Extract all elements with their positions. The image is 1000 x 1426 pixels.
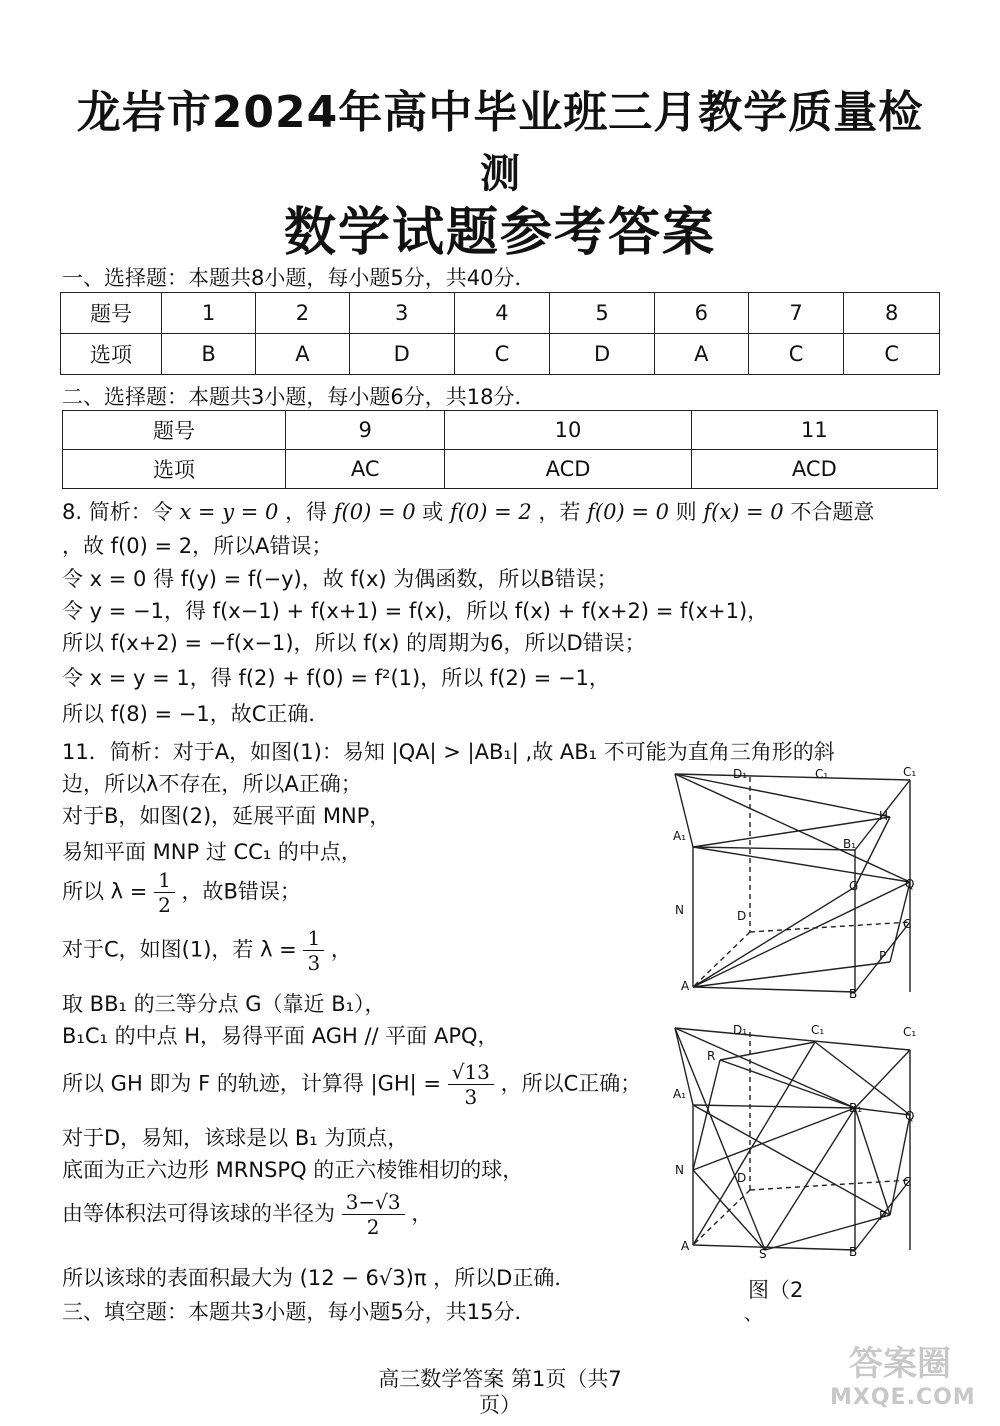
q11-line-6: 对于C，如图(1)，若 λ = $\frac{1}{3}$ ， [62, 926, 352, 975]
table-cell: C [844, 334, 940, 375]
point-label: D₁ [733, 1023, 748, 1037]
table-cell: 选项 [63, 450, 286, 489]
table-cell: AC [286, 450, 445, 489]
main-title: 数学试题参考答案 [283, 203, 716, 263]
point-label: C₁ [903, 765, 917, 779]
table-cell: 4 [454, 293, 550, 334]
footer-line-2: 页） [479, 1393, 521, 1417]
table-cell: A [654, 334, 748, 375]
q8-line-3: 令 x = 0 得 f(y) = f(−y)，故 f(x) 为偶函数，所以B错误； [62, 567, 618, 591]
table-cell: ACD [445, 450, 691, 489]
table-cell: 3 [349, 293, 454, 334]
watermark-text: 答案圈 [849, 1344, 951, 1384]
point-label: H [879, 809, 889, 823]
q8-line-5: 所以 f(x+2) = −f(x−1)，所以 f(x) 的周期为6，所以D错误； [62, 631, 646, 655]
answer-table-1 [60, 292, 940, 375]
table-cell: C [748, 334, 844, 375]
title-line-2: 测 [480, 151, 520, 197]
watermark-logo [830, 1336, 976, 1416]
q11-line-5: 所以 λ = $\frac{1}{2}$ ，故B错误； [62, 868, 301, 917]
point-label: Q [905, 877, 915, 891]
table-cell: 7 [748, 293, 844, 334]
table-cell: 6 [654, 293, 748, 334]
table-cell: D [349, 334, 454, 375]
point-label: C₁ [903, 1025, 917, 1039]
answer-table-2 [62, 410, 938, 489]
point-label: G [849, 879, 859, 893]
point-label: P [879, 949, 887, 963]
table-cell: ACD [691, 450, 937, 489]
figure-2 [665, 1020, 935, 1260]
table-row [63, 411, 938, 450]
fraction: $\frac{3-√3}{2}$ [342, 1190, 405, 1239]
table-cell: 题号 [63, 411, 286, 450]
table-cell: B [162, 334, 256, 375]
point-label: R [707, 1049, 716, 1063]
q11-line-2: 边，所以λ不存在，所以A正确； [62, 772, 362, 796]
table-cell: 题号 [61, 293, 162, 334]
q11-line-12: 由等体积法可得该球的半径为 $\frac{3-√3}{2}$ ， [62, 1190, 433, 1239]
table-row [61, 334, 940, 375]
point-label: A [681, 1239, 690, 1253]
watermark-url: MXQE.COM [830, 1385, 976, 1410]
section3-heading: 三、填空题：本题共3小题，每小题5分，共15分． [62, 1300, 536, 1324]
point-label: D₁ [733, 767, 748, 781]
point-label: Q [905, 1109, 915, 1123]
figure-1 [665, 762, 935, 1002]
point-label: P [879, 1209, 887, 1223]
table-cell: 8 [844, 293, 940, 334]
point-label: C₁ [811, 1023, 825, 1037]
q11-line-11: 底面为正六边形 MRNSPQ 的正六棱锥相切的球， [62, 1158, 524, 1182]
point-label: D [737, 1171, 747, 1185]
q8-line-4: 令 y = −1，得 f(x−1) + f(x+1) = f(x)，所以 f(x) + f(x+2) = f(x+1)， [62, 599, 769, 623]
table-cell: 2 [256, 293, 350, 334]
point-label: N [675, 903, 684, 917]
q11-line-4: 易知平面 MNP 过 CC₁ 的中点， [62, 840, 362, 864]
figure-caption: 图（2 [748, 1278, 804, 1302]
table-cell: 9 [286, 411, 445, 450]
table-cell: 10 [445, 411, 691, 450]
point-label: C [903, 1175, 912, 1189]
q8-line-6: 令 x = y = 1，得 f(2) + f(0) = f²(1)，所以 f(2) = −1， [62, 666, 610, 690]
table-cell: 11 [691, 411, 937, 450]
q8-line-7: 所以 f(8) = −1，故C正确． [62, 702, 330, 726]
point-label: A₁ [673, 1087, 687, 1101]
q8-line-2: ，故 f(0) = 2，所以A错误； [62, 534, 333, 558]
point-label: A [681, 979, 690, 993]
table-row [63, 450, 938, 489]
fraction: $\frac{1}{3}$ [303, 926, 324, 975]
table-cell: 选项 [61, 334, 162, 375]
table-cell: A [256, 334, 350, 375]
q11-line-3: 对于B，如图(2)，延展平面 MNP， [62, 804, 391, 828]
fraction: $\frac{1}{2}$ [154, 868, 175, 917]
table-row [61, 293, 940, 334]
q11-line-9: 所以 GH 即为 F 的轨迹，计算得 |GH| = $\frac{√13}{3}$ ，所以C正确； [62, 1060, 642, 1109]
q11-line-1: 11．简析：对于A，如图(1)：易知 |QA| > |AB₁| ,故 AB₁ 不可能为直角三角形的斜 [62, 740, 835, 764]
table-cell: D [550, 334, 655, 375]
q11-line-7: 取 BB₁ 的三等分点 G（靠近 B₁）， [62, 992, 386, 1016]
point-label: C [903, 917, 912, 931]
q8-line-1: 8. 简析：令 x = y = 0 ，得 f(0) = 0 或 f(0) = 2 ，若 f(0) = 0 则 f(x) = 0 不合题意 [62, 500, 875, 524]
q11-line-13: 所以该球的表面积最大为 (12 − 6√3)π ，所以D正确． [62, 1266, 576, 1290]
table-cell: C [454, 334, 550, 375]
footer-line-1: 高三数学答案 第1页（共7 [378, 1367, 622, 1391]
point-label: B [849, 1245, 858, 1259]
section1-heading: 一、选择题：本题共8小题，每小题5分，共40分． [62, 266, 536, 290]
title-line-1: 龙岩市2024年高中毕业班三月教学质量检 [76, 87, 924, 138]
point-label: B₁ [849, 1101, 863, 1115]
q11-line-8: B₁C₁ 的中点 H，易得平面 AGH // 平面 APQ， [62, 1024, 499, 1048]
fraction: $\frac{√13}{3}$ [448, 1060, 494, 1109]
figure-caption-mark: 、 [744, 1304, 762, 1325]
section2-heading: 二、选择题：本题共3小题，每小题6分，共18分． [62, 385, 536, 409]
table-cell: 1 [162, 293, 256, 334]
point-label: C₁ [815, 767, 829, 781]
point-label: D [737, 909, 747, 923]
point-label: A₁ [673, 829, 687, 843]
q11-line-10: 对于D，易知，该球是以 B₁ 为顶点， [62, 1126, 409, 1150]
point-label: B₁ [843, 837, 857, 851]
point-label: B [849, 987, 858, 1001]
point-label: S [759, 1247, 767, 1260]
table-cell: 5 [550, 293, 655, 334]
point-label: N [675, 1163, 684, 1177]
